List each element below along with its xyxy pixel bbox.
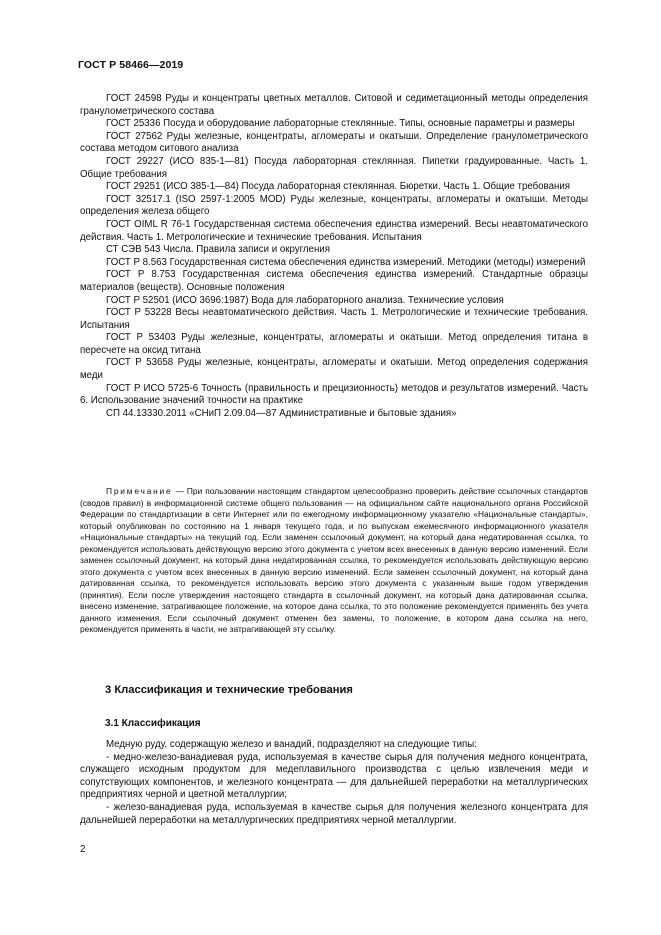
normative-references-list	[80, 93, 588, 420]
body-paragraph: - медно-железо-ванадиевая руда, используемая в качестве сырья для получения медного концентрата, служащего исходным продуктом для медеплавильного производства с целью извлечения меди и сопутствующих компонентов, и железного концентрата — для дальнейшей переработки на металлургических предприятиях черной и цветной металлургии;	[80, 751, 588, 801]
document-code-header: ГОСТ Р 58466—2019	[78, 59, 184, 71]
reference-item: СТ СЭВ 543 Числа. Правила записи и округления	[106, 244, 330, 256]
body-paragraph: Медную руду, содержащую железо и ванадий, подразделяют на следующие типы:	[106, 739, 477, 750]
reference-item: ГОСТ Р 53658 Руды железные, концентраты, агломераты и окатыши. Метод определения содержания меди	[80, 357, 588, 382]
classification-body	[80, 739, 588, 827]
reference-item: ГОСТ Р 8.563 Государственная система обеспечения единства измерений. Методики (методы) измерений	[106, 256, 586, 268]
note-paragraph	[80, 486, 588, 636]
reference-item: ГОСТ Р 53403 Руды железные, концентраты, агломераты и окатыши. Метод определения титана в пересчете на оксид титана	[80, 332, 588, 356]
reference-item: ГОСТ 27562 Руды железные, концентраты, агломераты и окатыши. Определение гранулометрического состава методом ситового анализа	[80, 130, 588, 155]
section-heading: 3 Классификация и технические требования	[105, 684, 353, 696]
reference-item: ГОСТ 24598 Руды и концентраты цветных металлов. Ситовой и седиметационный методы определения гранулометрического состава	[80, 93, 588, 117]
reference-item: ГОСТ 29251 (ИСО 385-1—84) Посуда лабораторная стеклянная. Бюретки. Часть 1. Общие требования	[106, 181, 570, 193]
subsection-heading: 3.1 Классификация	[105, 718, 201, 729]
reference-item: ГОСТ Р 52501 (ИСО 3696:1987) Вода для лабораторного анализа. Технические условия	[106, 294, 504, 306]
page-number: 2	[80, 844, 86, 855]
reference-item: ГОСТ 32517.1 (ISO 2597-1:2005 MOD) Руды железные, концентраты, агломераты и окатыши. Методы определения железа общего	[80, 193, 588, 218]
references-note	[80, 486, 588, 636]
note-text: — При пользовании настоящим стандартом целесообразно проверить действие ссылочных стандартов (сводов правил) в информационной системе общего пользования — на официальном сайте национального органа Российской Федерации по стандартизации в сети Интернет или по ежегодному информационному указателю «Национальные стандарты», который опубликован по состоянию на 1 января текущего года, и по выпускам ежемесячного информационного указателя «Национальные стандарты» на текущий год. Если заменен ссылочный документ, на который дана недатированная ссылка, то рекомендуется использовать действующую версию этого документа с учетом всех внесенных в данную версию изменений. Если заменен ссылочный документ, на который дана недатированная ссылка, то рекомендуется использовать действующую версию этого документа с учетом всех внесенных в данную версию изменений. Если заменен ссылочный документ, на который дана датированная ссылка, то рекомендуется использовать версию этого документа с указанным выше годом утверждения (принятия). Если после утверждения настоящего стандарта в ссылочный документ, на который дана датированная ссылка, внесено изменение, затрагивающее положение, на которое дана ссылка, то это положение рекомендуется применять без учета данного изменения. Если ссылочный документ отменен без замены, то положение, в котором дана ссылка на него, рекомендуется применять в части, не затрагивающей эту ссылку.	[80, 486, 588, 634]
note-label: Примечание	[106, 486, 173, 496]
body-paragraph: - железо-ванадиевая руда, используемая в качестве сырья для получения железного концентрата для дальнейшей переработки на металлургических предприятиях черной металлургии.	[80, 801, 588, 826]
reference-item: ГОСТ 29227 (ИСО 835-1—81) Посуда лабораторная стеклянная. Пипетки градуированные. Часть 1. Общие требования	[80, 155, 588, 180]
reference-item: СП 44.13330.2011 «СНиП 2.09.04—87 Административные и бытовые здания»	[106, 407, 457, 419]
reference-item: ГОСТ 25336 Посуда и оборудование лабораторные стеклянные. Типы, основные параметры и размеры	[106, 118, 575, 130]
reference-item: ГОСТ Р 8.753 Государственная система обеспечения единства измерений. Стандартные образцы материалов (веществ). Основные положения	[80, 269, 588, 293]
reference-item: ГОСТ Р ИСО 5725-6 Точность (правильность и прецизионность) методов и результатов измерений. Часть 6. Использование значений точности на практике	[80, 382, 588, 407]
reference-item: ГОСТ Р 53228 Весы неавтоматического действия. Часть 1. Метрологические и технические требования. Испытания	[80, 307, 588, 331]
reference-item: ГОСТ OIML R 76-1 Государственная система обеспечения единства измерений. Весы неавтоматического действия. Часть 1. Метрологические и технические требования. Испытания	[80, 218, 588, 243]
